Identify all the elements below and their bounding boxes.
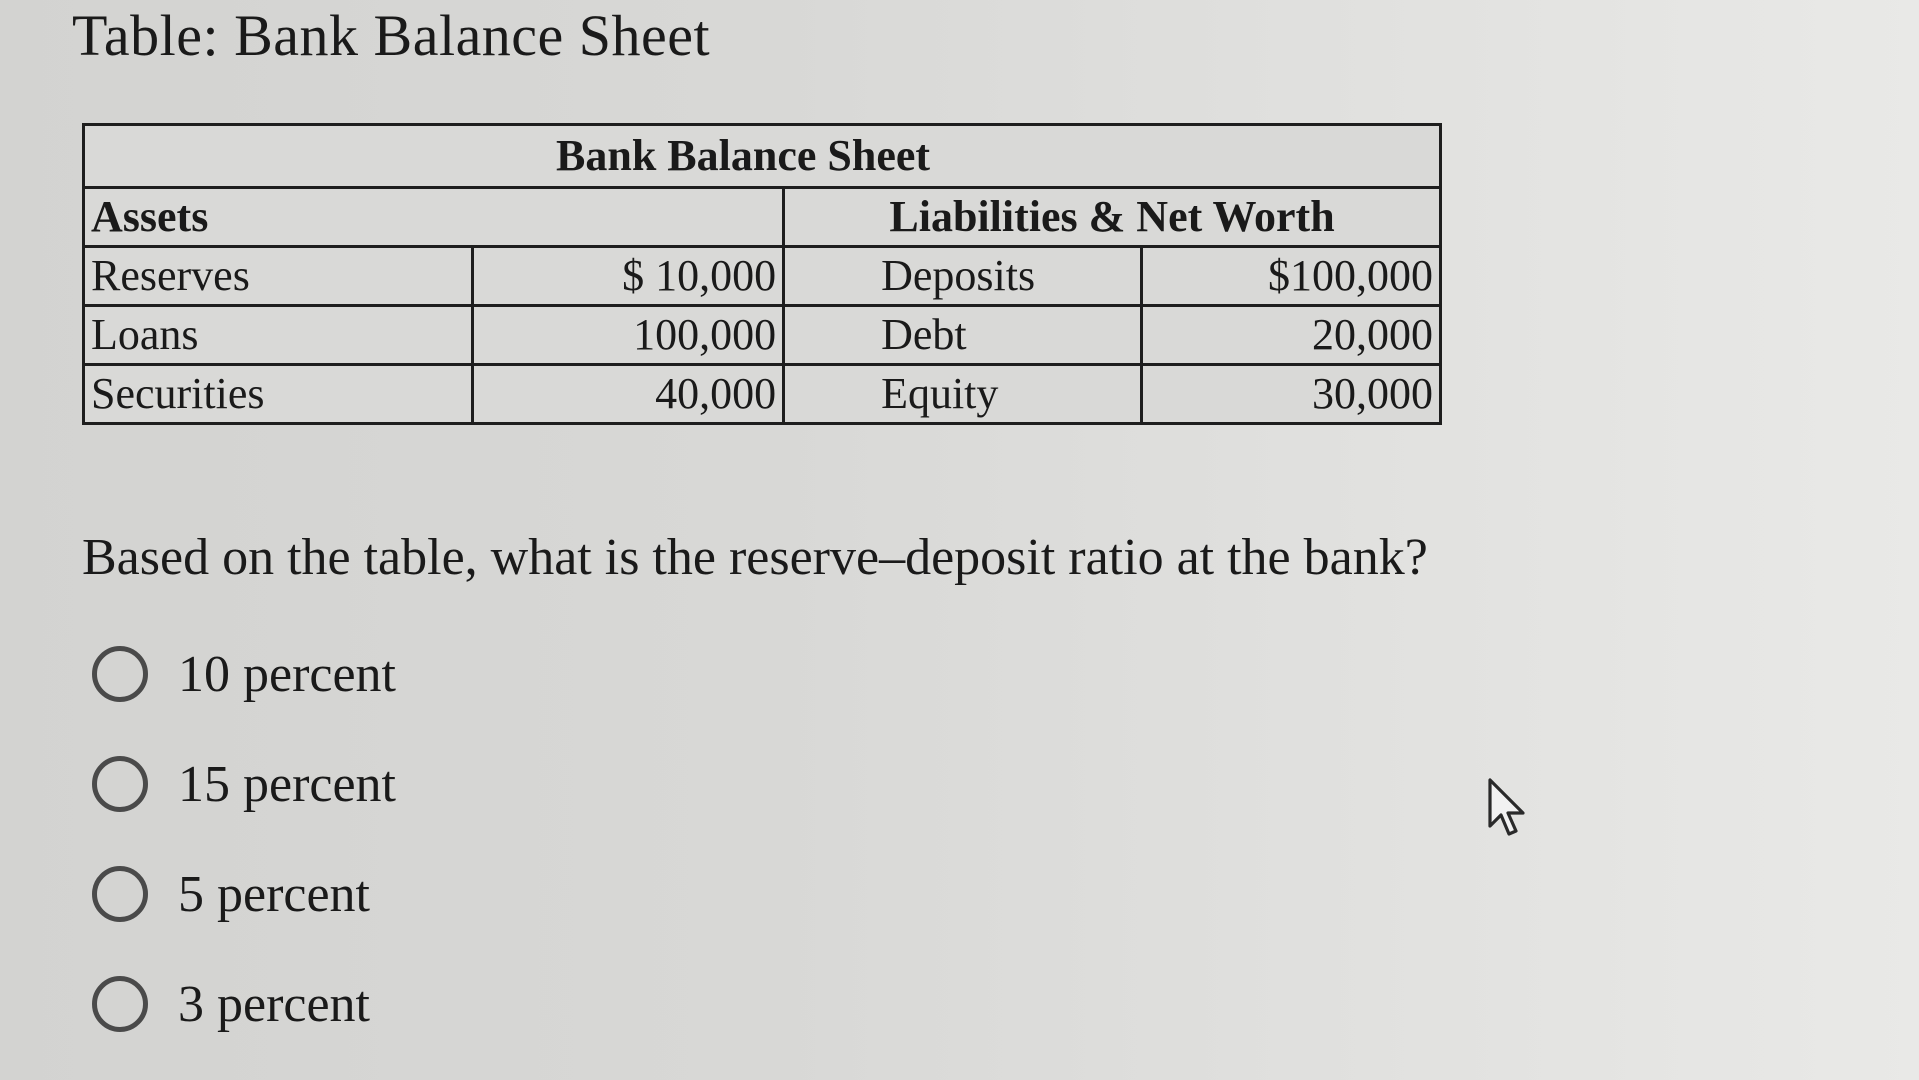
balance-sheet-table (82, 123, 1442, 425)
option-label: 3 percent (178, 975, 371, 1033)
liability-label: Debt (784, 306, 1142, 365)
answer-option-3-percent[interactable] (92, 970, 396, 1038)
answer-option-5-percent[interactable] (92, 860, 396, 928)
asset-label: Securities (84, 365, 473, 424)
option-label: 10 percent (178, 645, 397, 703)
answer-option-15-percent[interactable] (92, 750, 396, 818)
radio-button[interactable] (92, 756, 148, 812)
liability-value: 30,000 (1141, 365, 1440, 424)
arrow-cursor-icon (1488, 778, 1530, 840)
question-text: Based on the table, what is the reserve–deposit ratio at the bank? (82, 529, 1428, 586)
answer-options (92, 640, 396, 1080)
asset-label: Reserves (84, 247, 473, 306)
table-caption: Bank Balance Sheet (84, 125, 1441, 188)
liabilities-header: Liabilities & Net Worth (784, 188, 1441, 247)
radio-button[interactable] (92, 646, 148, 702)
page-title: Table: Bank Balance Sheet (72, 3, 711, 68)
radio-button[interactable] (92, 866, 148, 922)
radio-button[interactable] (92, 976, 148, 1032)
table-row (84, 306, 1441, 365)
option-label: 5 percent (178, 865, 371, 923)
answer-option-10-percent[interactable] (92, 640, 396, 708)
asset-value: $ 10,000 (472, 247, 783, 306)
asset-value: 100,000 (472, 306, 783, 365)
liability-value: 20,000 (1141, 306, 1440, 365)
table-caption-row (84, 125, 1441, 188)
asset-value: 40,000 (472, 365, 783, 424)
liability-label: Equity (784, 365, 1142, 424)
assets-header: Assets (84, 188, 784, 247)
table-header-row (84, 188, 1441, 247)
liability-label: Deposits (784, 247, 1142, 306)
liability-value: $100,000 (1141, 247, 1440, 306)
table-row (84, 365, 1441, 424)
option-label: 15 percent (178, 755, 397, 813)
table-row (84, 247, 1441, 306)
asset-label: Loans (84, 306, 473, 365)
